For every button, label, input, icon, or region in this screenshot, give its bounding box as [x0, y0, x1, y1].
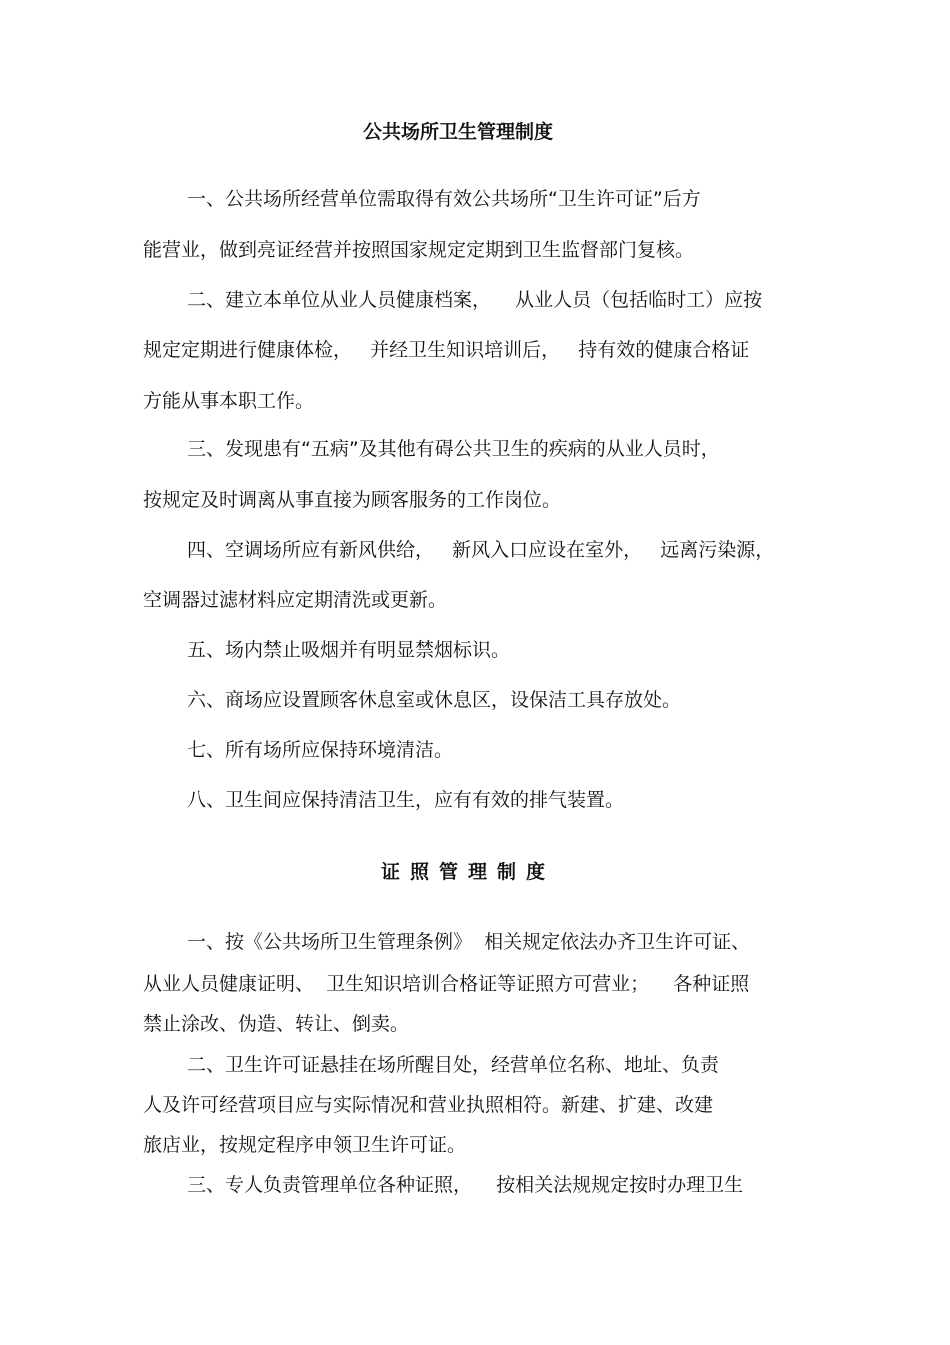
paragraph-line: 四、空调场所应有新风供给， 新风入口应设在室外， 远离污染源，: [187, 539, 775, 561]
paragraph-line: 按规定及时调离从事直接为顾客服务的工作岗位。: [143, 489, 562, 511]
paragraph-line: 一、公共场所经营单位需取得有效公共场所“卫生许可证”后方: [187, 188, 701, 210]
paragraph-line: 从业人员健康证明、 卫生知识培训合格证等证照方可营业； 各种证照: [143, 973, 750, 995]
paragraph-line: 六、商场应设置顾客休息室或休息区，设保洁工具存放处。: [187, 689, 682, 711]
paragraph-line: 三、发现患有“五病”及其他有碍公共卫生的疾病的从业人员时，: [187, 438, 720, 460]
paragraph-line: 方能从事本职工作。: [143, 390, 315, 412]
paragraph-line: 空调器过滤材料应定期清洗或更新。: [143, 589, 448, 611]
paragraph-line: 能营业，做到亮证经营并按照国家规定定期到卫生监督部门复核。: [143, 239, 695, 261]
section-title: 证照管理制度: [381, 861, 556, 883]
paragraph-line: 规定定期进行健康体检， 并经卫生知识培训后， 持有效的健康合格证: [143, 339, 750, 361]
paragraph-line: 禁止涂改、伪造、转让、倒卖。: [143, 1013, 410, 1035]
paragraph-line: 旅店业，按规定程序申领卫生许可证。: [143, 1134, 467, 1156]
page-title: 公共场所卫生管理制度: [363, 121, 554, 143]
paragraph-line: 二、卫生许可证悬挂在场所醒目处，经营单位名称、地址、负责: [187, 1054, 720, 1076]
paragraph-line: 五、场内禁止吸烟并有明显禁烟标识。: [187, 639, 511, 661]
paragraph-line: 八、卫生间应保持清洁卫生，应有有效的排气装置。: [187, 789, 625, 811]
paragraph-line: 三、专人负责管理单位各种证照， 按相关法规规定按时办理卫生: [187, 1174, 744, 1196]
paragraph-line: 二、建立本单位从业人员健康档案， 从业人员（包括临时工）应按: [187, 289, 763, 311]
paragraph-line: 人及许可经营项目应与实际情况和营业执照相符。新建、扩建、改建: [143, 1094, 714, 1116]
paragraph-line: 一、按《公共场所卫生管理条例》 相关规定依法办齐卫生许可证、: [187, 931, 751, 953]
paragraph-line: 七、所有场所应保持环境清洁。: [187, 739, 454, 761]
